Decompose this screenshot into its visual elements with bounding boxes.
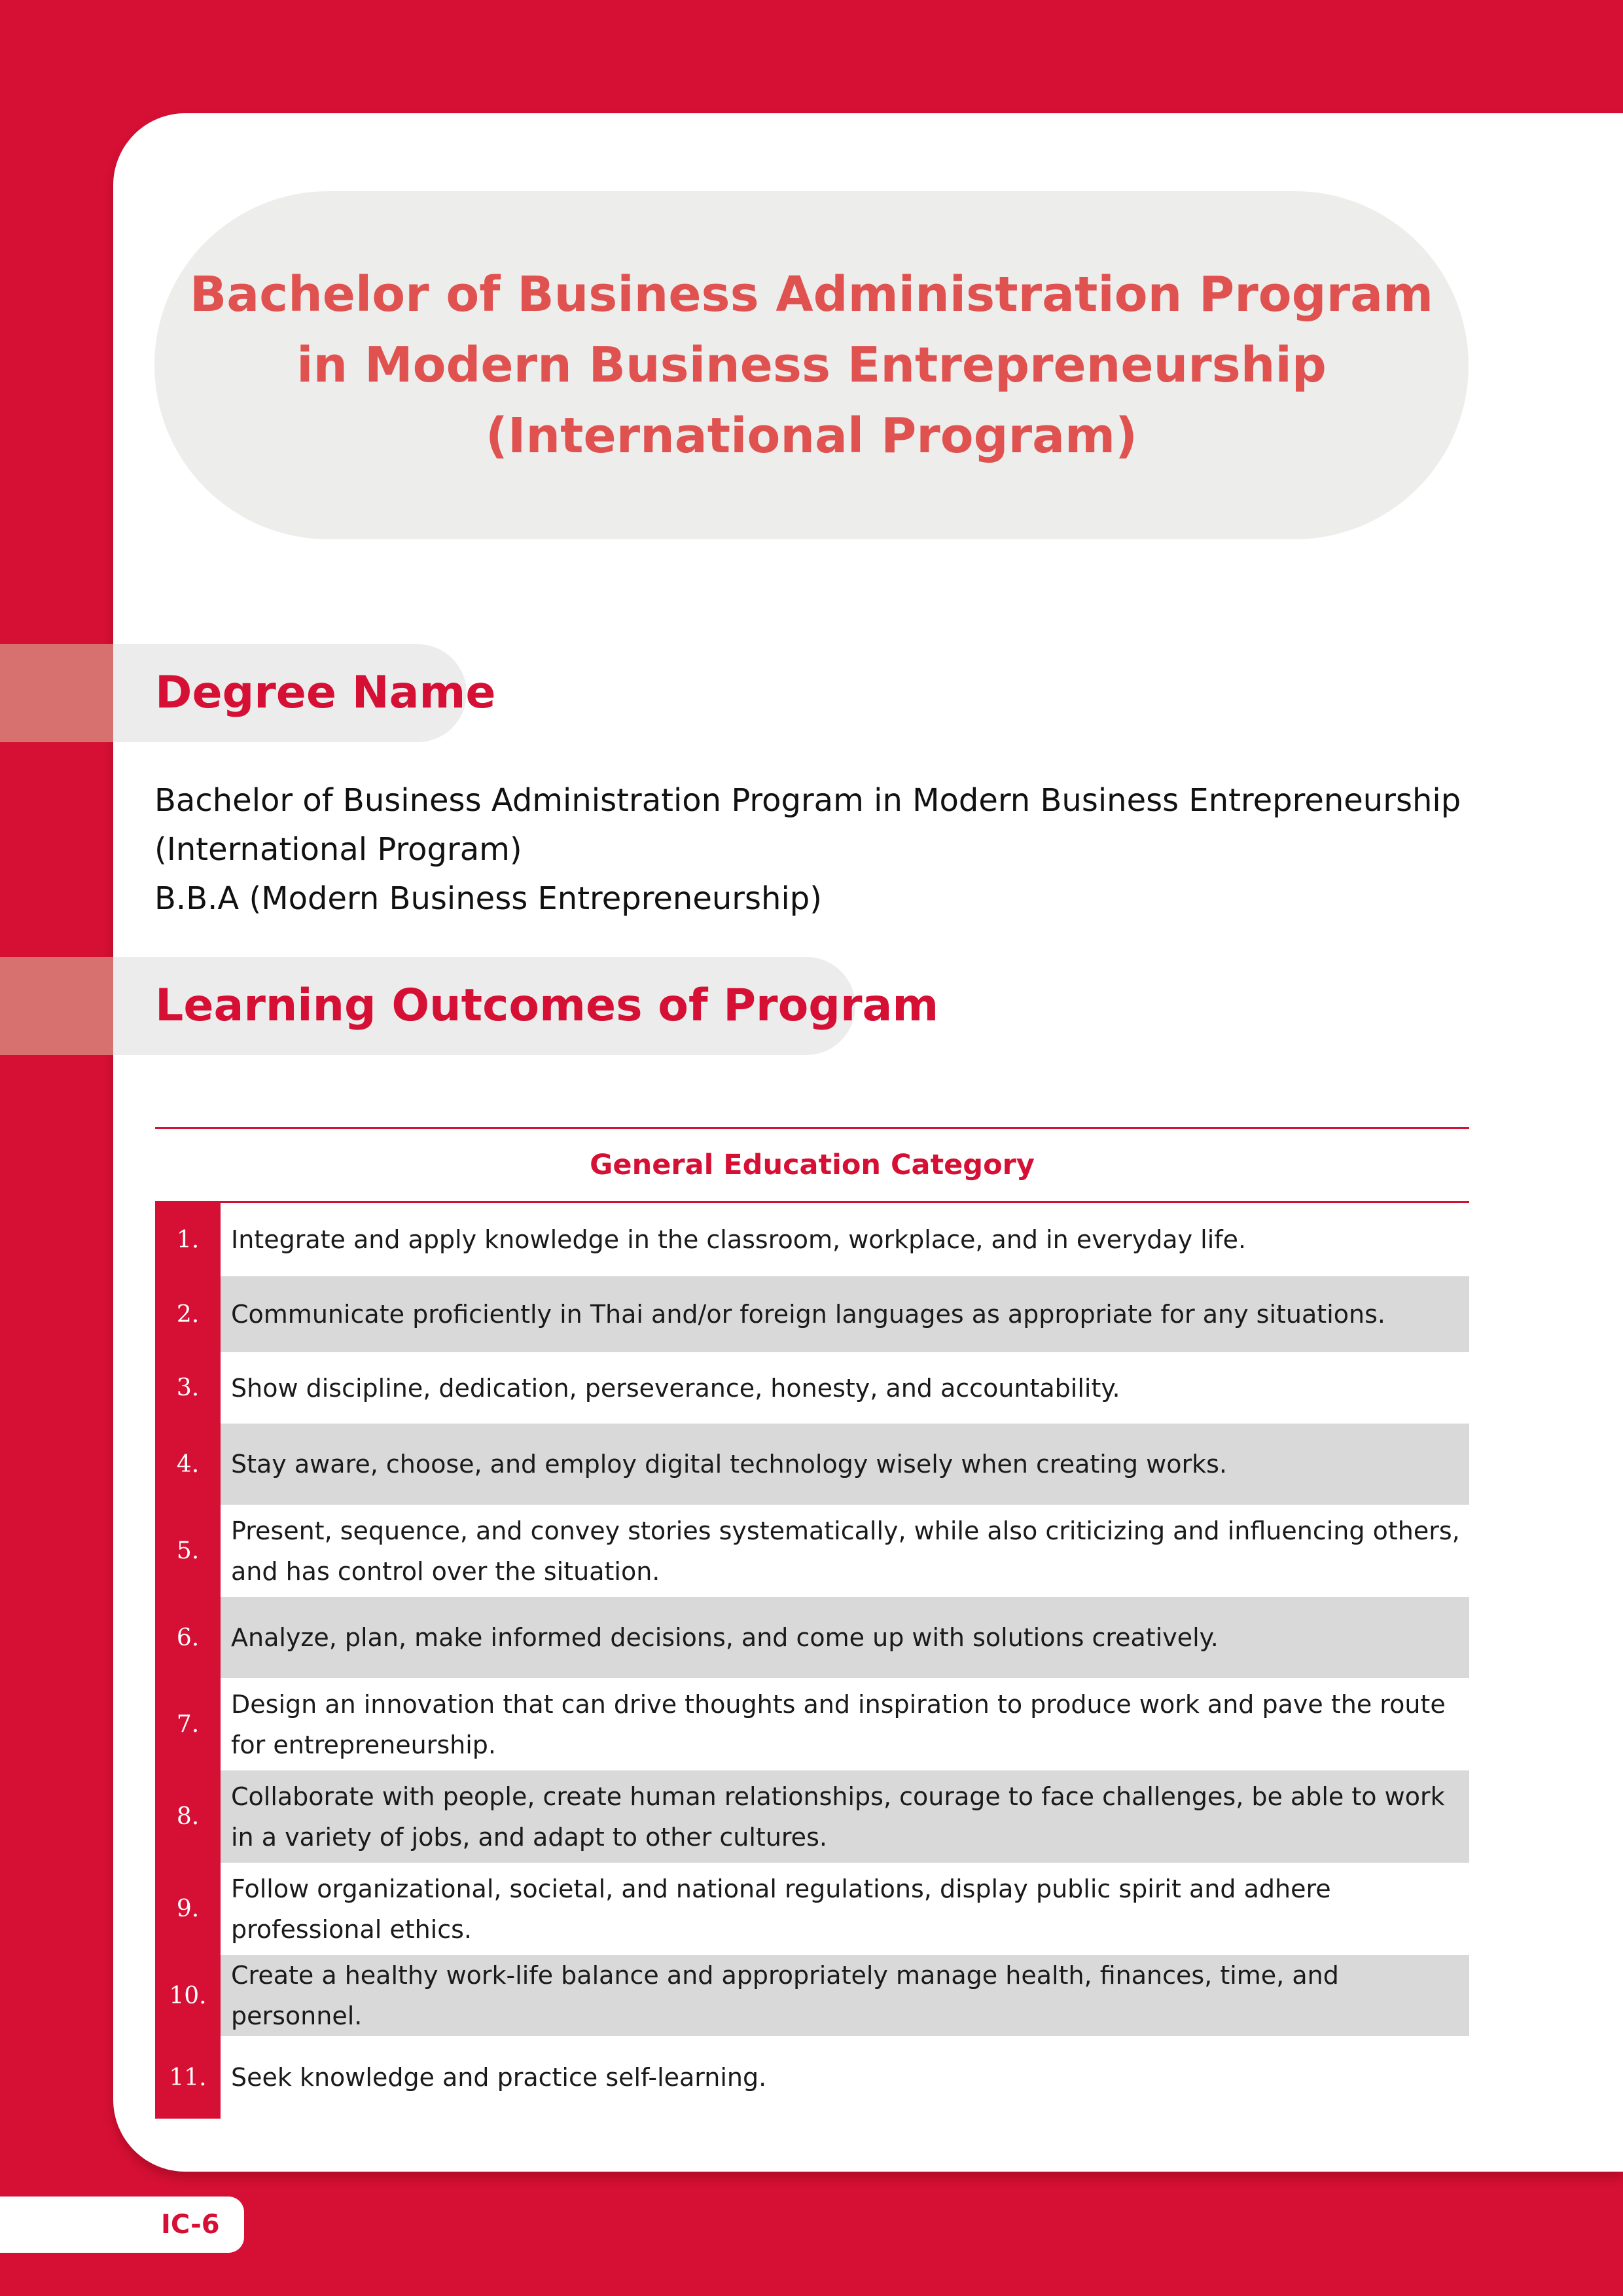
table-row — [155, 1505, 1469, 1597]
row-text: Stay aware, choose, and employ digital technology wisely when creating works. — [221, 1424, 1469, 1505]
table-row — [155, 2036, 1469, 2119]
table-row — [155, 1770, 1469, 1863]
row-text: Create a healthy work-life balance and appropriately manage health, finances, time, and personnel. — [221, 1955, 1469, 2036]
table-row — [155, 1955, 1469, 2036]
row-number: 5. — [155, 1505, 221, 1597]
table-row — [155, 1276, 1469, 1352]
program-title-line-2: in Modern Business Entrepreneurship — [296, 337, 1327, 393]
degree-name-tab-accent — [0, 644, 113, 742]
row-text: Communicate proficiently in Thai and/or foreign languages as appropriate for any situations. — [221, 1276, 1469, 1352]
row-number: 7. — [155, 1678, 221, 1770]
learning-outcomes-tab-accent — [0, 957, 113, 1055]
program-title-line-3: (International Program) — [486, 408, 1137, 464]
degree-abbreviation: B.B.A (Modern Business Entrepreneurship) — [154, 880, 822, 917]
degree-program-type: (International Program) — [154, 831, 522, 868]
row-number: 10. — [155, 1955, 221, 2036]
degree-name-tab — [0, 644, 496, 742]
page-number-tab — [0, 2197, 244, 2253]
degree-name-heading: Degree Name — [155, 667, 496, 719]
program-title-line-1: Bachelor of Business Administration Program — [189, 266, 1434, 323]
row-number: 8. — [155, 1770, 221, 1863]
row-number: 3. — [155, 1352, 221, 1424]
row-number: 9. — [155, 1863, 221, 1955]
learning-outcomes-heading: Learning Outcomes of Program — [155, 980, 939, 1031]
row-text: Follow organizational, societal, and national regulations, display public spirit and adhere professional ethics. — [231, 1874, 1331, 1944]
table-row — [155, 1678, 1469, 1770]
degree-name-text — [154, 776, 1489, 924]
degree-full-name: Bachelor of Business Administration Program in Modern Business Entrepreneurship — [154, 782, 1461, 819]
row-number: 1. — [155, 1203, 221, 1276]
row-text: Design an innovation that can drive thoughts and inspiration to produce work and pave the route for entrepreneurship. — [231, 1689, 1446, 1759]
table-row — [155, 1424, 1469, 1505]
table-row — [155, 1352, 1469, 1424]
row-text: Analyze, plan, make informed decisions, and come up with solutions creatively. — [221, 1597, 1469, 1678]
learning-outcomes-tab — [0, 957, 939, 1055]
row-text: Show discipline, dedication, perseverance, honesty, and accountability. — [231, 1373, 1120, 1403]
table-row — [155, 1863, 1469, 1955]
page-number: IC-6 — [161, 2210, 220, 2240]
program-title-banner — [154, 191, 1469, 539]
row-number: 2. — [155, 1276, 221, 1352]
row-number: 6. — [155, 1597, 221, 1678]
row-text: Collaborate with people, create human relationships, courage to face challenges, be able to work in a variety of jobs, and adapt to other cultures. — [221, 1770, 1469, 1863]
row-text: Integrate and apply knowledge in the classroom, workplace, and in everyday life. — [231, 1225, 1247, 1254]
row-text: Present, sequence, and convey stories systematically, while also criticizing and influencing others, and has control over the situation. — [231, 1516, 1460, 1586]
table-row — [155, 1203, 1469, 1276]
category-header: General Education Category — [155, 1127, 1469, 1203]
outcomes-table — [155, 1127, 1469, 2119]
row-number: 11. — [155, 2036, 221, 2119]
row-number: 4. — [155, 1424, 221, 1505]
table-row — [155, 1597, 1469, 1678]
row-text: Seek knowledge and practice self-learning. — [231, 2063, 767, 2092]
